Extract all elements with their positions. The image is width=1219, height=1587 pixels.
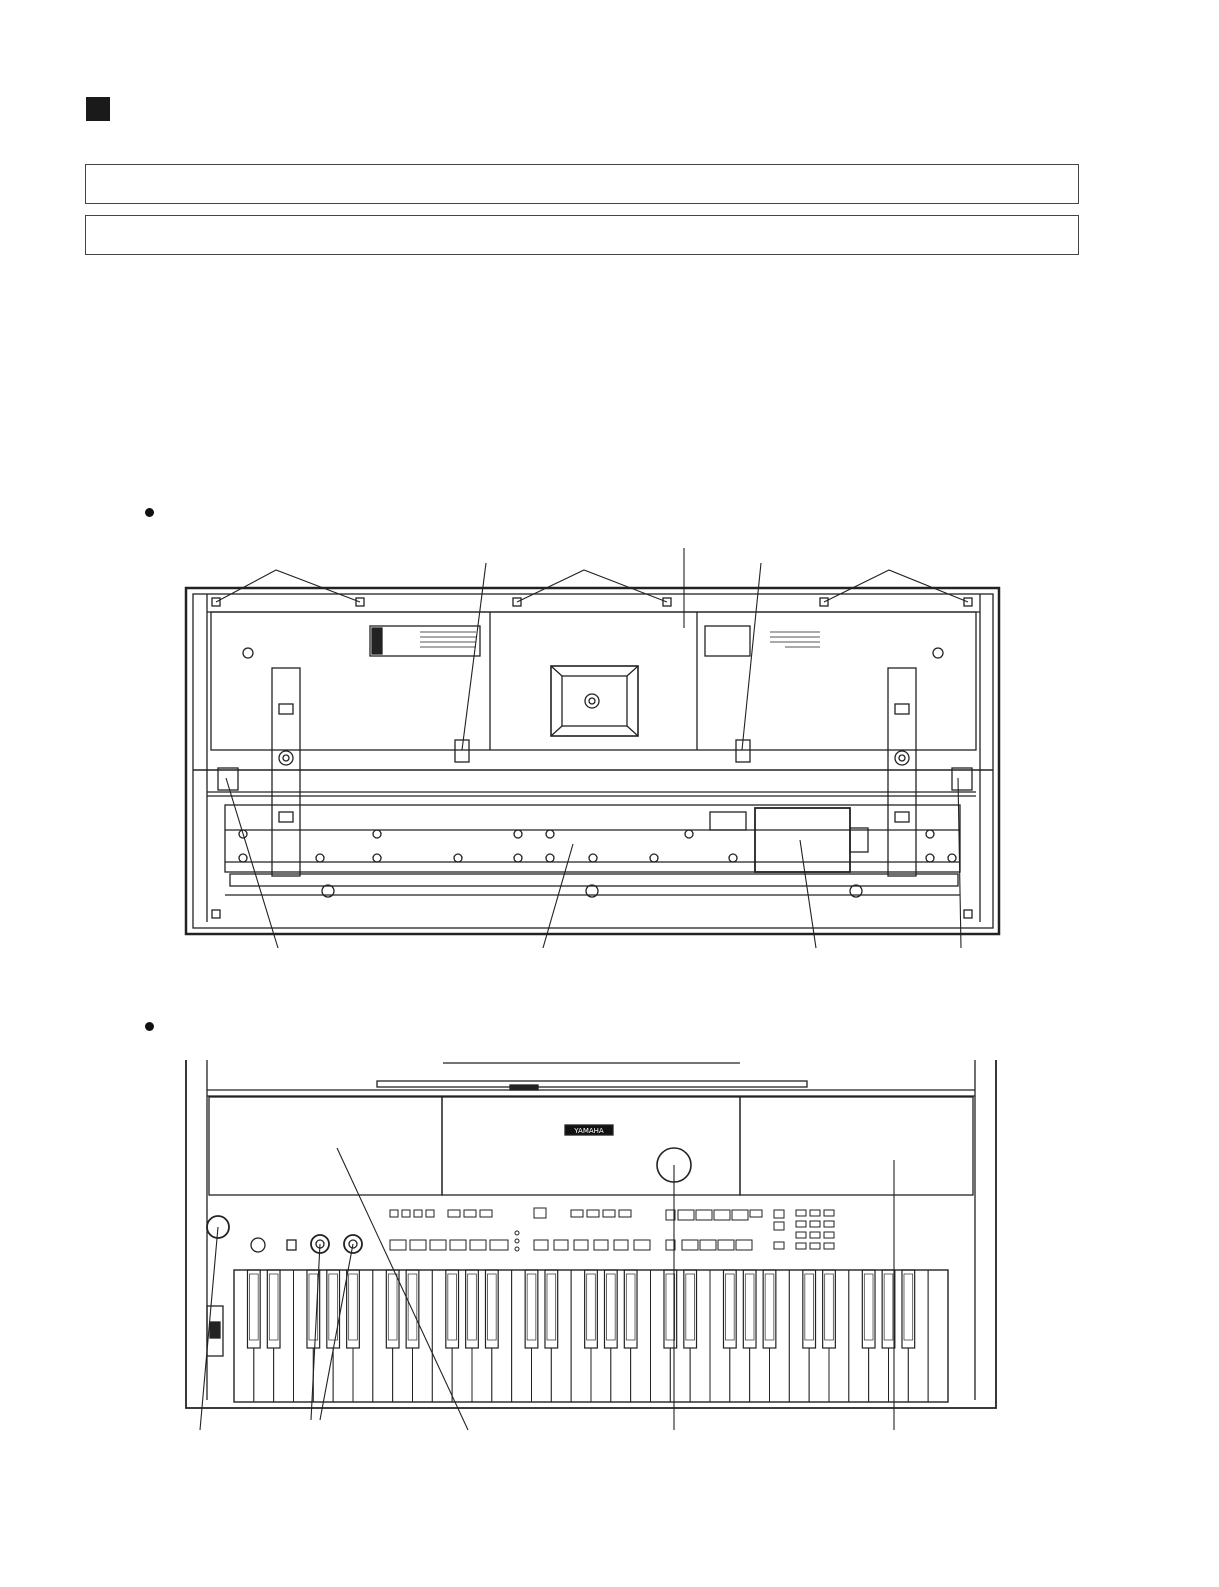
music-rest-holder-left bbox=[272, 668, 300, 876]
screw-icon bbox=[585, 694, 599, 708]
speaker-grille-left bbox=[209, 1097, 442, 1195]
heading-banner-2 bbox=[85, 215, 1079, 255]
jack-icon bbox=[251, 1238, 265, 1252]
vent-holes bbox=[239, 830, 956, 862]
heading-banner-1 bbox=[85, 164, 1079, 204]
yamaha-logo-text: YAMAHA bbox=[574, 1127, 604, 1135]
upper-rear-panel bbox=[211, 612, 976, 750]
button-icon bbox=[287, 1240, 296, 1250]
hook-icon bbox=[952, 768, 972, 790]
panel-buttons bbox=[390, 1208, 834, 1251]
screw-icon bbox=[933, 648, 943, 658]
keyboard-inner-outline bbox=[193, 594, 993, 928]
top-view-diagram bbox=[0, 1040, 1219, 1440]
bottom-view-diagram bbox=[0, 538, 1219, 958]
center-panel bbox=[442, 1097, 740, 1195]
bullet-icon bbox=[145, 1022, 154, 1031]
clip-icon bbox=[455, 740, 469, 762]
music-rest-holder-right bbox=[888, 668, 916, 876]
small-label bbox=[710, 812, 746, 830]
hook-icon bbox=[218, 768, 238, 790]
keyboard-keys bbox=[234, 1270, 948, 1402]
music-rest-slot bbox=[377, 1081, 807, 1087]
label-plate-right-a bbox=[705, 626, 750, 656]
bullet-icon bbox=[145, 508, 154, 517]
section-marker-icon bbox=[86, 97, 110, 121]
white-key bbox=[928, 1270, 948, 1402]
callout-leaders bbox=[216, 548, 968, 948]
screw-icon bbox=[243, 648, 253, 658]
label-plate-left bbox=[370, 626, 480, 656]
keyboard-body-outline bbox=[186, 588, 999, 934]
speaker-grille-right bbox=[740, 1097, 973, 1195]
